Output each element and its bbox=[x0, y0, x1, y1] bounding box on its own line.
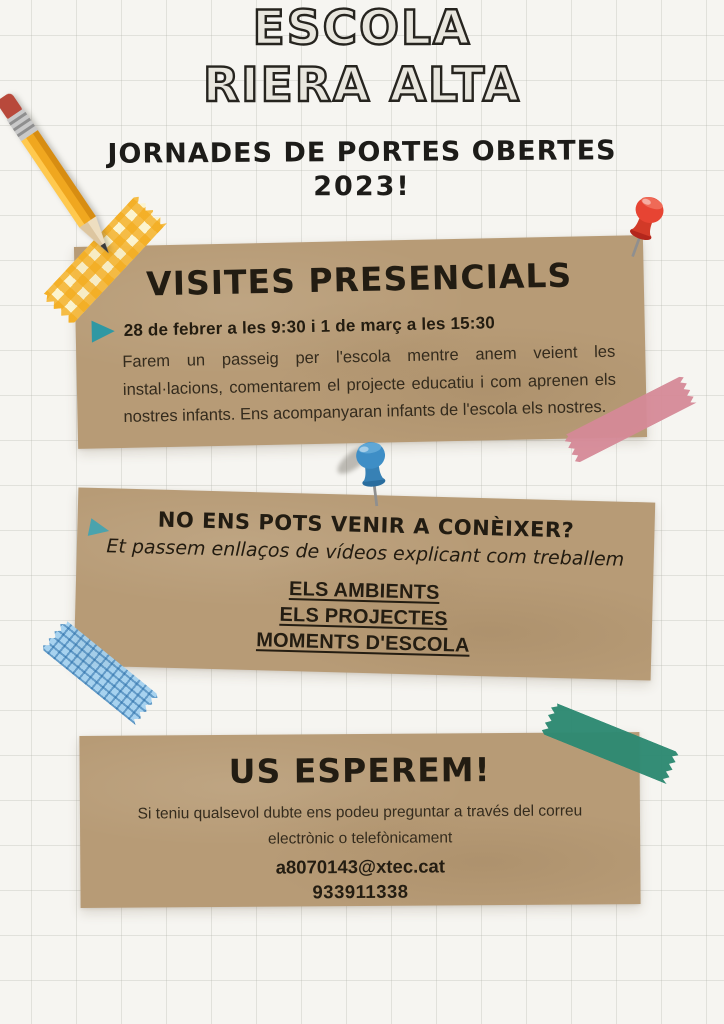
link-els-projectes[interactable]: ELS PROJECTES bbox=[279, 603, 448, 631]
school-name-line1: ESCOLA bbox=[252, 1, 472, 56]
event-subtitle-line1: JORNADES DE PORTES OBERTES bbox=[107, 135, 617, 170]
visit-dates: 28 de febrer a les 9:30 i 1 de març a les 15:30 bbox=[123, 313, 496, 340]
panel-online-title: NO ENS POTS VENIR A CONÈIXER? bbox=[157, 507, 575, 543]
arrow-bullet-icon bbox=[91, 320, 114, 342]
panel-coneixer-online bbox=[74, 487, 655, 680]
panel-visites-presencials bbox=[74, 235, 647, 449]
visit-date-row bbox=[91, 310, 620, 343]
contact-line2: electrònic o telefònicament bbox=[267, 828, 453, 848]
visit-description: Farem un passeig per l'escola mentre anem veient les instal·lacions, comentarem el projecte educatiu i com aprenen els nostres infants. Ens acompanyaran infants de l'escola els nostres. bbox=[122, 342, 617, 427]
link-moments-escola[interactable]: MOMENTS D'ESCOLA bbox=[255, 629, 470, 657]
contact-description bbox=[116, 798, 604, 853]
blue-pushpin-icon bbox=[344, 435, 403, 515]
contact-phone: 933911338 bbox=[312, 880, 409, 903]
event-subtitle-line2: 2023! bbox=[313, 171, 411, 202]
panel-contact-title: US ESPEREM! bbox=[228, 750, 491, 791]
contact-email: a8070143@xtec.cat bbox=[275, 855, 446, 878]
video-links bbox=[74, 572, 653, 662]
link-els-ambients[interactable]: ELS AMBIENTS bbox=[288, 578, 440, 604]
panel-contacte bbox=[79, 732, 640, 908]
panel-online-subtitle: Et passem enllaços de vídeos explicant com treballem bbox=[106, 535, 625, 571]
school-name-line2: RIERA ALTA bbox=[202, 58, 522, 113]
contact-line1: Si teniu qualsevol dubte ens podeu preguntar a través del correu bbox=[137, 802, 583, 823]
arrow-bullet-icon bbox=[88, 518, 111, 540]
panel-visites-title: VISITES PRESENCIALS bbox=[145, 255, 573, 304]
